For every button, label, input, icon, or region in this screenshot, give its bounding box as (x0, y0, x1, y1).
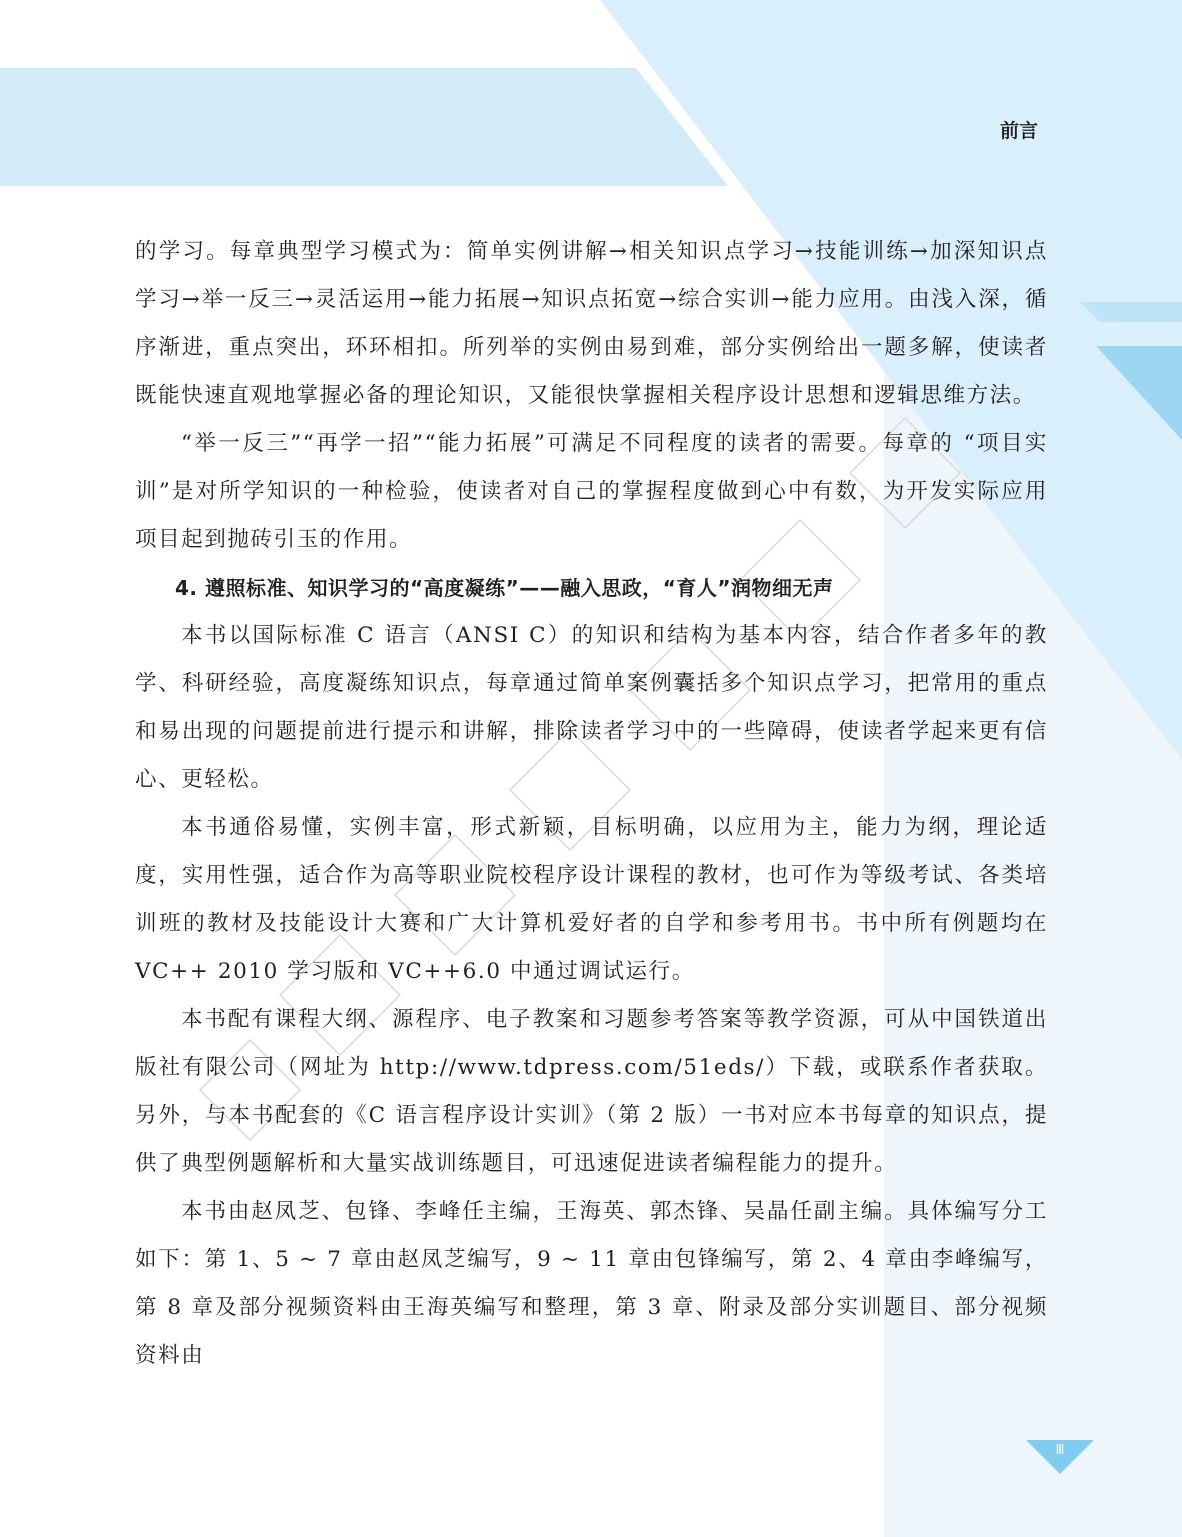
paragraph: 本书由赵凤芝、包锋、李峰任主编，王海英、郭杰锋、吴晶任副主编。具体编写分工如下：第 1、5 ~ 7 章由赵凤芝编写，9 ~ 11 章由包锋编写，第 2、4 章由李峰编写，第 8 章及部分视频资料由王海英编写和整理，第 3 章、附录及部分实训题目、部分视频资料由 (135, 1199, 1048, 1368)
body-text (135, 228, 1048, 1380)
paragraph: 本书以国际标准 C 语言（ANSI C）的知识和结构为基本内容，结合作者多年的教学、科研经验，高度凝练知识点，每章通过简单案例囊括多个知识点学习，把常用的重点和易出现的问题提前进行提示和讲解，排除读者学习中的一些障碍，使读者学起来更有信心、更轻松。 (135, 623, 1048, 792)
paragraph: 本书配有课程大纲、源程序、电子教案和习题参考答案等教学资源，可从中国铁道出版社有限公司（网址为 http://www.tdpress.com/51eds/）下载，或联系作者获取。另外，与本书配套的《C 语言程序设计实训》（第 2 版）一书对应本书每章的知识点，提供了典型例题解析和大量实战训练题目，可迅速促进读者编程能力的提升。 (135, 1007, 1048, 1176)
section-heading: 4. 遵照标准、知识学习的“高度凝练”——融入思政，“育人”润物细无声 (175, 576, 834, 600)
section-title: 前言 (1000, 120, 1039, 142)
paragraph: “举一反三”“再学一招”“能力拓展”可满足不同程度的读者的需要。每章的 “项目实训”是对所学知识的一种检验，使读者对自己的掌握程度做到心中有数，为开发实际应用项目起到抛砖引玉的作用。 (135, 431, 1048, 552)
page-number-badge (1026, 1440, 1094, 1474)
paragraph: 的学习。每章典型学习模式为：简单实例讲解→相关知识点学习→技能训练→加深知识点学习→举一反三→灵活运用→能力拓展→知识点拓宽→综合实训→能力应用。由浅入深，循序渐进，重点突出，环环相扣。所列举的实例由易到难，部分实例给出一题多解，使读者既能快速直观地掌握必备的理论知识，又能很快掌握相关程序设计思想和逻辑思维方法。 (135, 239, 1048, 408)
paragraph: 本书通俗易懂，实例丰富，形式新颖，目标明确，以应用为主，能力为纲，理论适度，实用性强，适合作为高等职业院校程序设计课程的教材，也可作为等级考试、各类培训班的教材及技能设计大赛和广大计算机爱好者的自学和参考用书。书中所有例题均在 VC++ 2010 学习版和 VC++6.0 中通过调试运行。 (135, 815, 1048, 984)
page-number: Ⅲ (1055, 1443, 1065, 1458)
